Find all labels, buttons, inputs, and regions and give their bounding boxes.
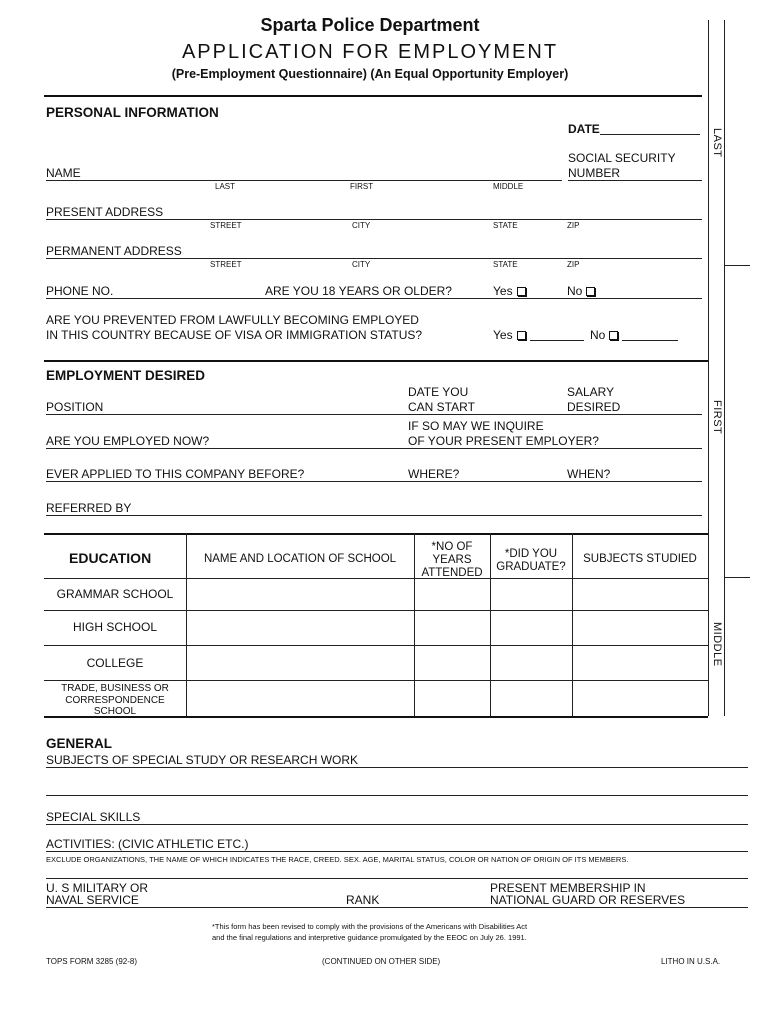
department-name: Sparta Police Department xyxy=(260,15,480,35)
special-study-label: SUBJECTS OF SPECIAL STUDY OR RESEARCH WORK xyxy=(46,753,359,767)
header-divider xyxy=(44,95,702,97)
visa-no-field-line[interactable] xyxy=(622,340,678,341)
special-skills-field-line[interactable] xyxy=(46,824,748,825)
position-field-line[interactable] xyxy=(46,414,702,415)
special-skills-label: SPECIAL SKILLS xyxy=(46,810,141,824)
special-study-field-line[interactable] xyxy=(46,767,748,768)
permanent-address-sub-street: STREET xyxy=(210,260,242,269)
age-no-checkbox[interactable] xyxy=(586,287,595,296)
date-label: DATE xyxy=(568,122,600,136)
col-header-school: NAME AND LOCATION OF SCHOOL xyxy=(203,553,397,565)
when-label: WHEN? xyxy=(567,467,611,481)
permanent-address-sub-city: CITY xyxy=(352,260,371,269)
ssn-label: NUMBER xyxy=(568,166,621,180)
phone-field-line[interactable] xyxy=(46,298,702,299)
litho-note: LITHO IN U.S.A. xyxy=(661,957,721,966)
present-address-label: PRESENT ADDRESS xyxy=(46,205,164,219)
date-start-label: DATE YOU xyxy=(408,385,469,399)
inquire-label: IF SO MAY WE INQUIRE xyxy=(408,419,544,433)
ssn-label: SOCIAL SECURITY xyxy=(568,151,676,165)
where-label: WHERE? xyxy=(408,467,460,481)
form-title: APPLICATION FOR EMPLOYMENT xyxy=(181,41,559,63)
permanent-address-field-line[interactable] xyxy=(46,258,702,259)
referred-by-field-line[interactable] xyxy=(46,515,702,516)
military-field-line[interactable] xyxy=(46,907,748,908)
trade-school-line: TRADE, BUSINESS OR xyxy=(61,683,169,694)
present-address-field-line[interactable] xyxy=(46,219,702,220)
guard-label: NATIONAL GUARD OR RESERVES xyxy=(490,893,686,907)
col-header-graduate-line: GRADUATE? xyxy=(496,561,566,574)
special-study-field-line-2[interactable] xyxy=(46,795,748,796)
col-header-graduate xyxy=(490,548,572,574)
section-heading-education: EDUCATION xyxy=(69,550,152,566)
education-table-row-line xyxy=(44,578,708,579)
name-sub-last: LAST xyxy=(215,182,236,191)
side-tab-divider xyxy=(724,265,750,266)
age-yes-label: Yes xyxy=(493,284,513,298)
salary-label: DESIRED xyxy=(567,400,621,414)
form-subtitle: (Pre-Employment Questionnaire) (An Equal Opportunity Employer) xyxy=(171,67,569,81)
date-field-line[interactable] xyxy=(600,134,700,135)
age-question: ARE YOU 18 YEARS OR OLDER? xyxy=(265,284,452,298)
education-table-row-line xyxy=(44,680,708,681)
side-tab-right-border xyxy=(724,20,725,716)
revision-note: *This form has been revised to comply with the provisions of the Americans with Disabilities Act xyxy=(212,922,528,931)
rank-label: RANK xyxy=(346,893,380,907)
education-table-row-line xyxy=(44,645,708,646)
age-no-option[interactable] xyxy=(567,285,595,297)
visa-yes-option[interactable] xyxy=(493,329,526,341)
permanent-address-label: PERMANENT ADDRESS xyxy=(46,244,182,258)
visa-question-line-1: ARE YOU PREVENTED FROM LAWFULLY BECOMING EMPLOYED xyxy=(46,313,419,327)
phone-label: PHONE NO. xyxy=(46,284,114,298)
trade-school-line: CORRESPONDENCE xyxy=(65,694,165,706)
present-address-sub-street: STREET xyxy=(210,221,242,230)
visa-yes-checkbox[interactable] xyxy=(517,331,526,340)
date-start-label: CAN START xyxy=(408,400,475,414)
activities-label: ACTIVITIES: (CIVIC ATHLETIC ETC.) xyxy=(46,837,249,851)
name-field-line[interactable] xyxy=(46,180,562,181)
name-label: NAME xyxy=(46,166,81,180)
row-label-trade-school xyxy=(44,683,186,718)
inquire-label: OF YOUR PRESENT EMPLOYER? xyxy=(408,434,599,448)
section-heading-employment: EMPLOYMENT DESIRED xyxy=(46,368,206,383)
col-header-years xyxy=(414,541,490,581)
permanent-address-sub-zip: ZIP xyxy=(567,260,580,269)
visa-no-option[interactable] xyxy=(590,329,618,341)
visa-no-checkbox[interactable] xyxy=(609,331,618,340)
visa-question-line-2: IN THIS COUNTRY BECAUSE OF VISA OR IMMIGRATION STATUS? xyxy=(46,328,423,342)
visa-yes-field-line[interactable] xyxy=(530,340,584,341)
col-header-years-line: ATTENDED xyxy=(421,567,483,580)
applied-before-label: EVER APPLIED TO THIS COMPANY BEFORE? xyxy=(46,467,305,481)
col-header-years-line: *NO OF xyxy=(431,541,473,553)
activities-field-line[interactable] xyxy=(46,851,748,852)
continued-note: (CONTINUED ON OTHER SIDE) xyxy=(322,957,441,966)
side-tab-left-border xyxy=(708,20,709,716)
position-label: POSITION xyxy=(46,400,104,414)
present-address-sub-state: STATE xyxy=(493,221,518,230)
row-label-high-school: HIGH SCHOOL xyxy=(72,620,157,634)
trade-school-line: SCHOOL xyxy=(93,706,137,717)
revision-note: and the final regulations and interpretive guidance promulgated by the EEOC on July 26. 1991. xyxy=(212,933,527,942)
applied-before-field-line[interactable] xyxy=(46,481,702,482)
exclude-note: EXCLUDE ORGANIZATIONS, THE NAME OF WHICH INDICATES THE RACE, CREED. SEX. AGE, MARITAL STATUS, COLOR OR NATION OF ORIGIN OF ITS MEMBERS. xyxy=(46,855,629,864)
row-label-grammar-school: GRAMMAR SCHOOL xyxy=(56,587,174,601)
visa-yes-label: Yes xyxy=(493,328,513,342)
education-table-top xyxy=(44,533,708,535)
education-table-row-line xyxy=(44,610,708,611)
permanent-address-sub-state: STATE xyxy=(493,260,518,269)
age-yes-option[interactable] xyxy=(493,285,526,297)
military-label: NAVAL SERVICE xyxy=(46,893,139,907)
activities-field-line-2[interactable] xyxy=(46,878,748,879)
col-header-graduate-line: *DID YOU xyxy=(504,548,558,560)
name-sub-first: FIRST xyxy=(350,182,374,191)
name-sub-middle: MIDDLE xyxy=(493,182,524,191)
military-label: U. S MILITARY OR xyxy=(46,881,149,895)
section-divider-employment xyxy=(44,360,708,362)
col-header-years-line: YEARS xyxy=(432,554,472,567)
age-yes-checkbox[interactable] xyxy=(517,287,526,296)
section-heading-personal: PERSONAL INFORMATION xyxy=(46,105,219,120)
present-address-sub-zip: ZIP xyxy=(567,221,580,230)
referred-by-label: REFERRED BY xyxy=(46,501,132,515)
visa-no-label: No xyxy=(590,328,606,342)
side-tab-middle: MIDDLE xyxy=(711,622,723,667)
employed-now-field-line[interactable] xyxy=(46,448,702,449)
salary-label: SALARY xyxy=(567,385,615,399)
ssn-field-line[interactable] xyxy=(568,180,702,181)
guard-label: PRESENT MEMBERSHIP IN xyxy=(490,881,646,895)
row-label-college: COLLEGE xyxy=(86,656,144,670)
side-tab-divider xyxy=(724,577,750,578)
section-heading-general: GENERAL xyxy=(46,736,113,751)
age-no-label: No xyxy=(567,284,583,298)
form-number: TOPS FORM 3285 (92-8) xyxy=(46,957,137,966)
employed-now-label: ARE YOU EMPLOYED NOW? xyxy=(46,434,210,448)
col-header-subjects: SUBJECTS STUDIED xyxy=(583,553,697,565)
side-tab-last: LAST xyxy=(711,128,723,158)
present-address-sub-city: CITY xyxy=(352,221,371,230)
side-tab-first: FIRST xyxy=(711,400,723,435)
